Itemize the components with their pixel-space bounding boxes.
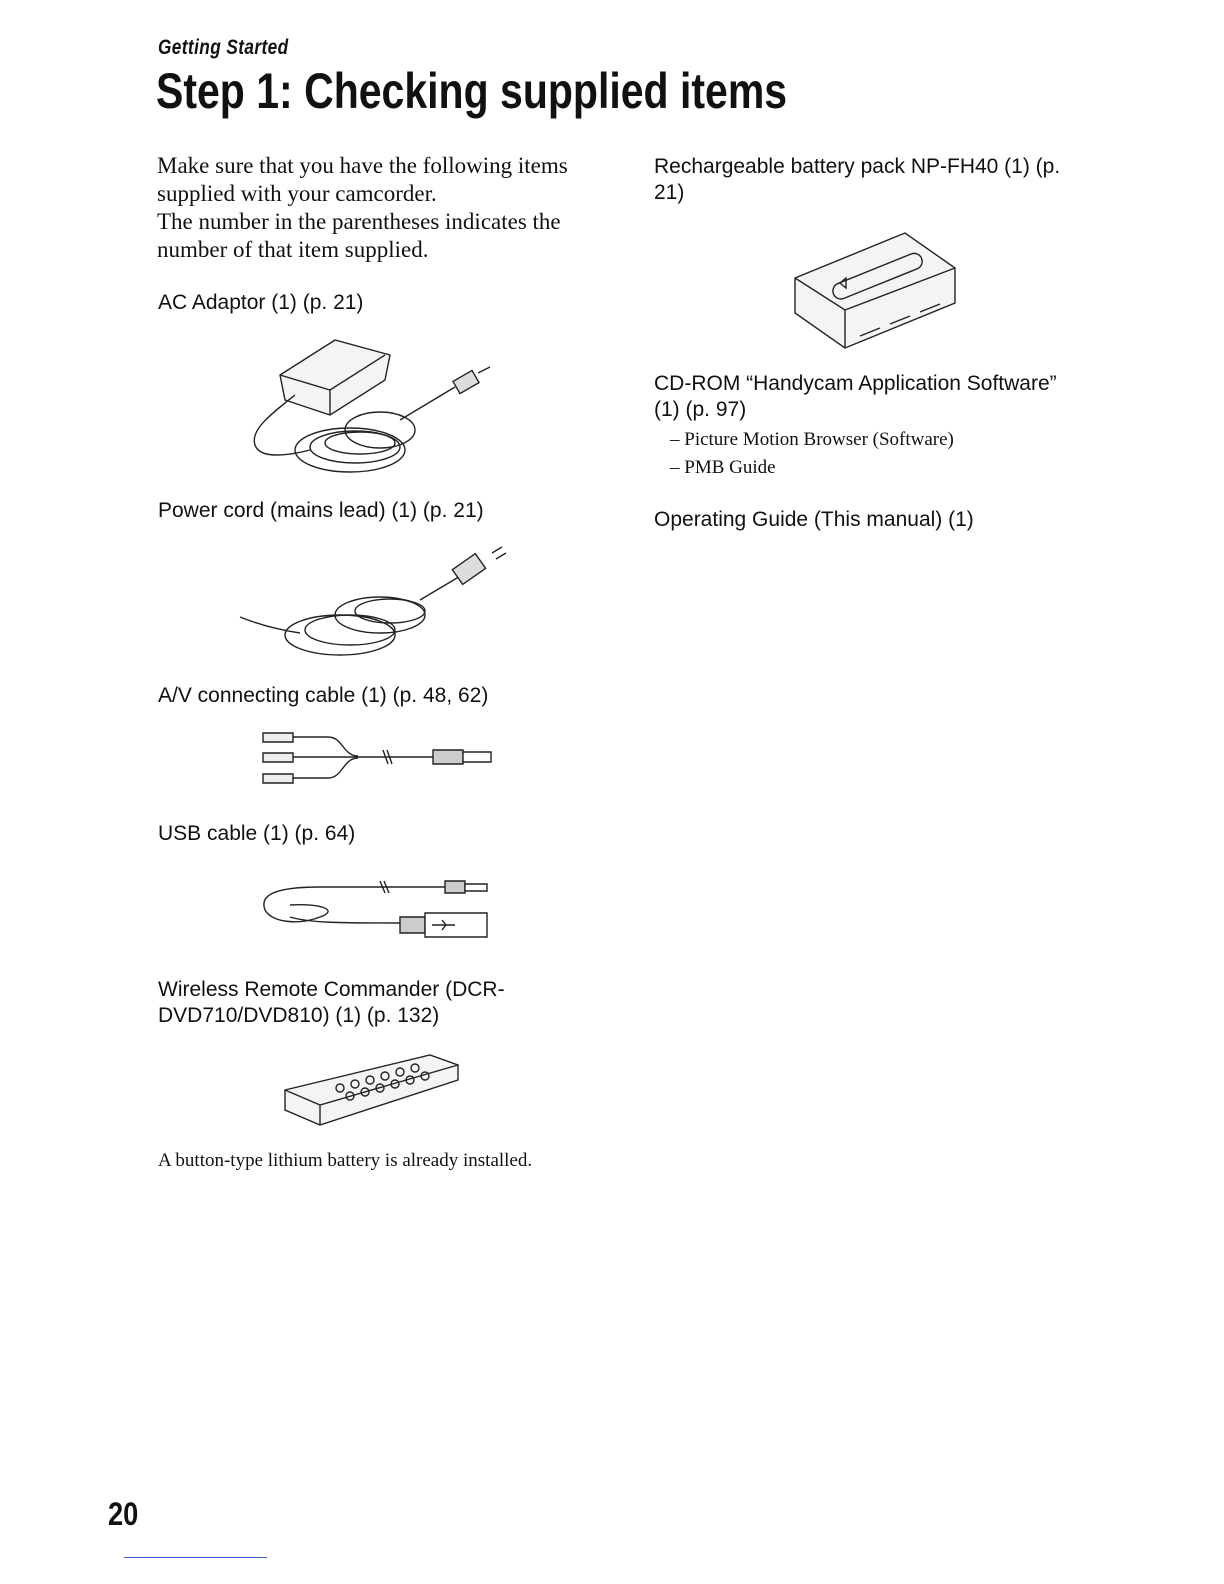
cd-rom-item-pmb-software: – Picture Motion Browser (Software) xyxy=(670,426,954,454)
intro-text xyxy=(157,152,607,264)
item-usb-cable: USB cable (1) (p. 64) xyxy=(158,822,356,845)
ac-adaptor-illustration xyxy=(250,335,510,485)
item-power-cord: Power cord (mains lead) (1) (p. 21) xyxy=(158,499,484,522)
item-battery-pack: Rechargeable battery pack NP-FH40 (1) (p. 21) xyxy=(654,155,1061,204)
power-cord-illustration xyxy=(240,545,520,670)
cd-rom-item-pmb-guide: – PMB Guide xyxy=(670,454,954,482)
item-ac-adaptor: AC Adaptor (1) (p. 21) xyxy=(158,291,364,314)
item-cd-rom: CD-ROM “Handycam Application Software” (1) (p. 97) xyxy=(654,372,1057,421)
intro-line-2: The number in the parentheses indicates the number of that item supplied. xyxy=(157,209,561,262)
item-operating-guide: Operating Guide (This manual) (1) xyxy=(654,508,974,531)
battery-pack-illustration xyxy=(790,228,960,353)
av-cable-illustration xyxy=(258,728,498,788)
page-number: 20 xyxy=(108,1496,139,1532)
remote-commander-illustration xyxy=(280,1050,465,1130)
cd-rom-contents xyxy=(670,426,954,482)
footer-rule xyxy=(124,1557,267,1558)
page-title: Step 1: Checking supplied items xyxy=(156,63,788,119)
usb-cable-illustration xyxy=(260,875,495,945)
item-av-cable: A/V connecting cable (1) (p. 48, 62) xyxy=(158,684,489,707)
intro-line-1: Make sure that you have the following items supplied with your camcorder. xyxy=(157,153,568,206)
item-wireless-remote: Wireless Remote Commander (DCR-DVD710/DVD810) (1) (p. 132) xyxy=(158,978,505,1027)
remote-battery-note: A button-type lithium battery is already installed. xyxy=(158,1150,533,1171)
section-label: Getting Started xyxy=(158,36,289,59)
